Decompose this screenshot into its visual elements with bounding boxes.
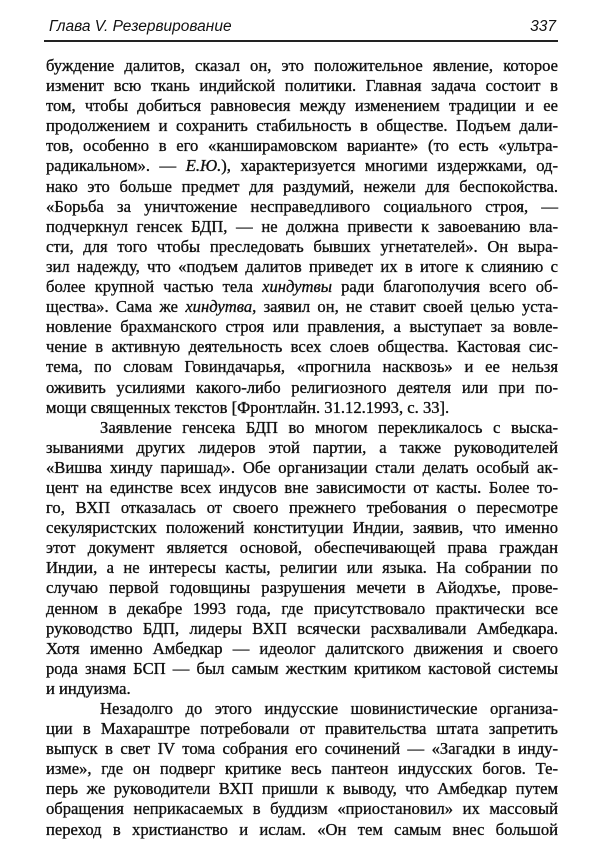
text-segment: чение в активную деятельность всех слоев общества. Кастовая сис- <box>46 337 558 357</box>
text-line <box>46 619 558 639</box>
text-segment: выпуск в свет IV тома собрания его сочинений — «Загадки в инду- <box>46 739 558 759</box>
text-segment: оживить усилиями какого-либо религиозного деятеля или при по- <box>46 377 558 397</box>
text-line <box>46 217 558 237</box>
text-segment: «Вишва хинду паришад». Обе организации стали делать особый ак- <box>46 457 558 477</box>
text-line <box>46 398 558 418</box>
text-segment: зываниями других лидеров этой партии, а также руководителей <box>46 437 558 457</box>
text-segment: Незадолго до этого индусские шовинистические организа- <box>100 699 558 718</box>
text-segment: том, чтобы добиться равновесия между изменением традиции и ее <box>46 96 558 116</box>
text-line <box>46 478 558 498</box>
text-line <box>46 257 558 277</box>
text-segment: буждение далитов, сказал он, это положительное явление, которое <box>46 56 558 75</box>
text-line <box>46 76 558 96</box>
text-segment: более крупной частью тела <box>46 277 263 297</box>
text-line <box>46 820 558 840</box>
text-line <box>46 739 558 759</box>
text-line <box>46 297 558 317</box>
text-segment: руководство БДП, лидеры ВХП всячески расхваливали Амбедкара. <box>46 618 558 638</box>
text-segment: радикальном». — <box>46 156 186 176</box>
text-line <box>46 558 558 578</box>
text-line <box>46 759 558 779</box>
text-segment: обращения неприкасаемых в буддизм «приостановил» их массовый <box>46 799 558 819</box>
text-line <box>46 659 558 679</box>
text-segment: и индуизма. <box>46 678 131 698</box>
text-segment: нако это больше предмет для раздумий, нежели для беспокойства. <box>46 176 558 196</box>
text-segment: переход в христианство и ислам. «Он тем самым внес большой <box>46 819 558 839</box>
text-line <box>46 136 558 156</box>
italic-text: хиндутва <box>185 297 253 317</box>
text-line <box>46 779 558 799</box>
text-line <box>46 458 558 478</box>
text-segment: Индии, а не интересы касты, религии или языка. На собрании по <box>46 558 558 578</box>
text-segment: Хотя именно Амбедкар — идеолог далитского движения и своего <box>46 638 558 658</box>
text-line <box>46 418 558 438</box>
text-line <box>46 498 558 518</box>
text-segment: , заявил он, не ставит своей целью уста- <box>252 297 558 317</box>
text-line <box>46 177 558 197</box>
text-line <box>46 116 558 136</box>
text-segment: ради благополучия всего об- <box>331 277 558 297</box>
text-line <box>46 237 558 257</box>
text-line <box>46 578 558 598</box>
text-line <box>46 317 558 337</box>
text-line <box>46 538 558 558</box>
text-segment: щества». Сама же <box>46 297 186 317</box>
text-segment: мощи священных текстов [Фронтлайн. 31.12.1993, с. 33]. <box>46 397 450 417</box>
text-line <box>46 438 558 458</box>
text-segment: новление брахманского строя или правления, а выступает за вовле- <box>46 317 558 337</box>
text-segment: цент на единстве всех индусов вне зависимости от касты. Более то- <box>46 477 558 497</box>
text-segment: сти, для того чтобы преследовать бывших угнетателей». Он выра- <box>46 236 558 256</box>
text-segment: перь же руководители ВХП пришли к выводу, что Амбедкар путем <box>46 779 558 799</box>
text-line <box>46 96 558 116</box>
text-segment: секуляристских положений конституции Индии, заявив, что именно <box>46 518 558 538</box>
text-line <box>46 357 558 377</box>
running-header <box>46 16 558 38</box>
text-segment: случаю первой годовщины разрушения мечети в Айодхъе, прове- <box>46 578 558 598</box>
text-segment: ции в Махараштре потребовали от правительства штата запретить <box>46 719 558 739</box>
italic-text: хиндутвы <box>262 277 332 297</box>
text-segment: тема, по словам Говиндачарья, «прогнила насквозь» и ее нельзя <box>46 357 558 377</box>
text-segment: рода знамя БСП — был самым жестким критиком кастовой системы <box>46 658 558 678</box>
text-segment: изме», где он подверг критике весь пантеон индусских богов. Те- <box>46 759 558 779</box>
text-line <box>46 337 558 357</box>
header-rule <box>44 40 558 42</box>
text-line <box>46 277 558 297</box>
chapter-title: Глава V. Резервирование <box>49 18 232 35</box>
page-number: 337 <box>530 18 556 35</box>
text-segment: тов, особенно в его «канширамовском варианте» (то есть «ультра- <box>46 136 558 156</box>
italic-text: Е.Ю. <box>185 156 222 176</box>
text-line <box>46 378 558 398</box>
body-text <box>46 56 558 840</box>
text-line <box>46 518 558 538</box>
text-line <box>46 719 558 739</box>
text-segment: Заявление генсека БДП во многом перекликалось с выска- <box>100 417 558 437</box>
text-segment: зил надежду, что «подъем далитов приведет их в итоге к слиянию с <box>46 256 558 276</box>
text-segment: продолжением и сохранить стабильность в обществе. Подъем дали- <box>46 116 558 136</box>
text-segment: денном в декабре 1993 года, где присутствовало практически все <box>46 598 558 618</box>
text-line <box>46 56 558 76</box>
text-line <box>46 197 558 217</box>
text-line <box>46 679 558 699</box>
text-line <box>46 699 558 719</box>
text-segment: изменит всю ткань индийской политики. Главная задача состоит в <box>46 76 558 96</box>
text-segment: го, ВХП отказалась от своего прежнего требования о пересмотре <box>46 498 558 518</box>
text-line <box>46 599 558 619</box>
text-line <box>46 639 558 659</box>
text-segment: ), характеризуется многими издержками, од- <box>221 156 558 176</box>
text-line <box>46 799 558 819</box>
text-segment: подчеркнул генсек БДП, — не должна привести к завоеванию вла- <box>46 216 558 236</box>
text-line <box>46 156 558 176</box>
text-segment: этот документ является основой, обеспечивающей права граждан <box>46 538 558 558</box>
text-segment: «Борьба за уничтожение несправедливого социального строя, — <box>46 196 558 216</box>
